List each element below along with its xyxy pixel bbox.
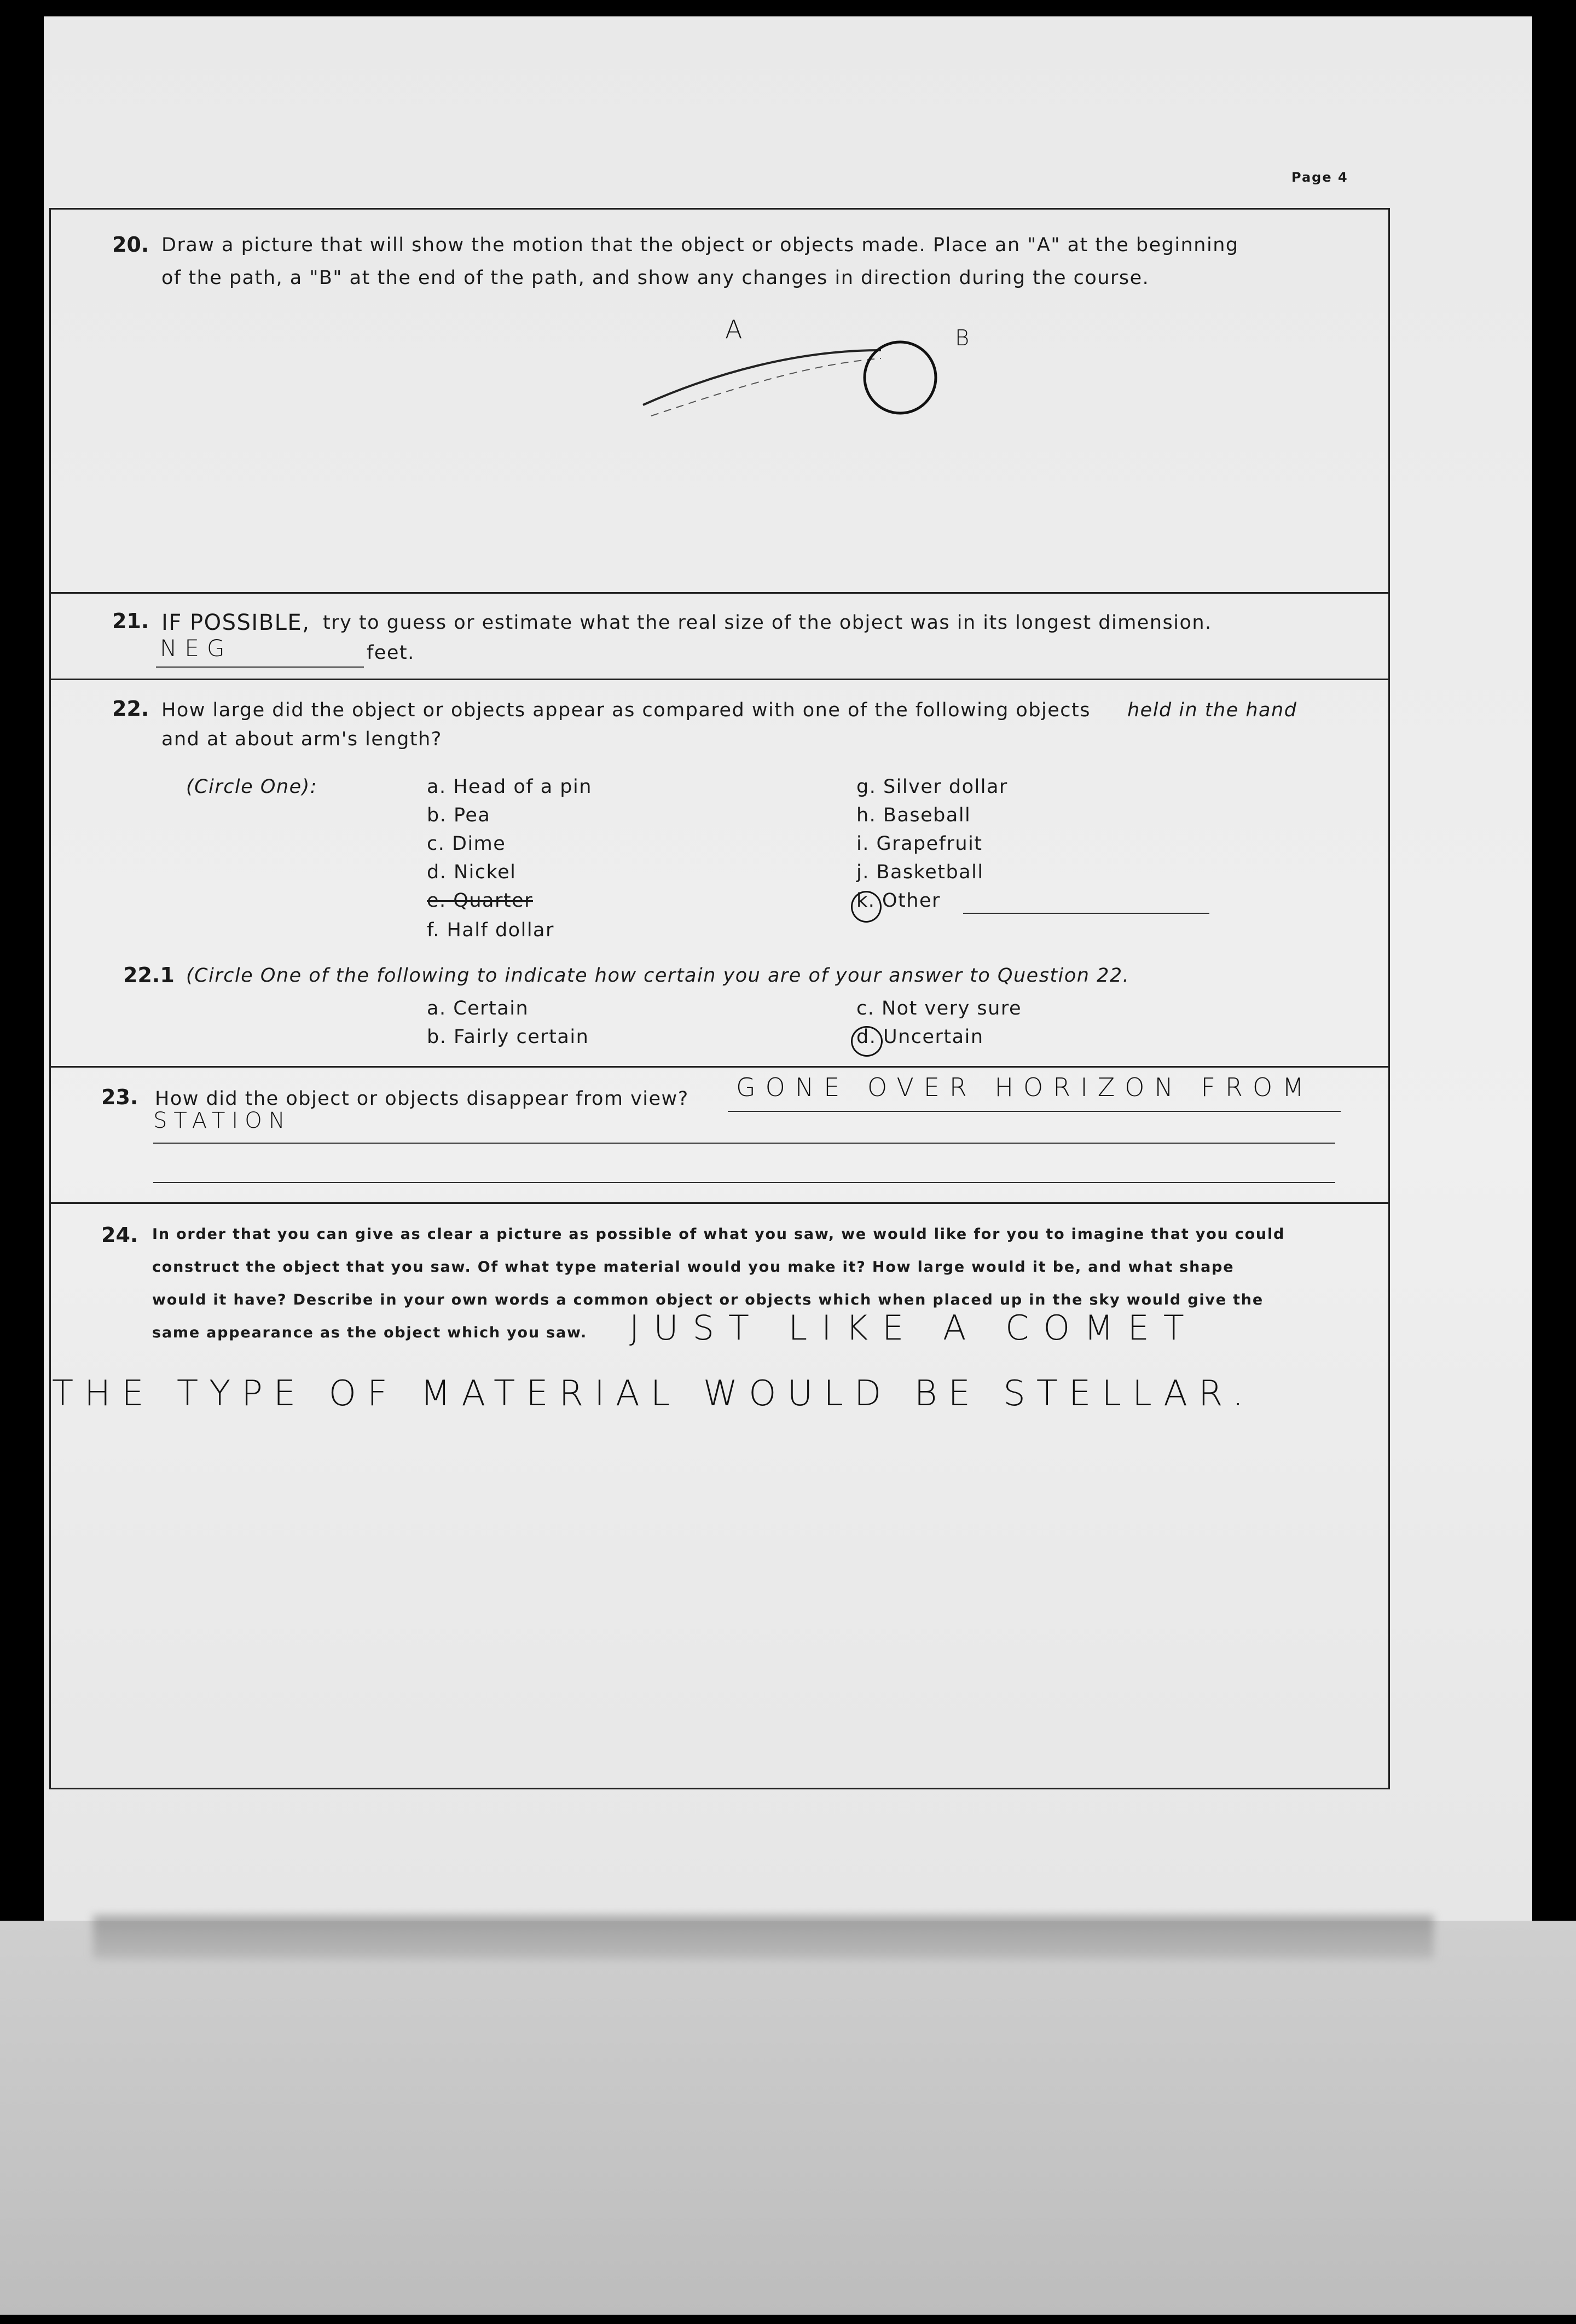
question-number: 23.	[101, 1085, 138, 1109]
answer-underline-1	[728, 1111, 1341, 1112]
handwritten-answer-line1: JUST LIKE A COMET	[629, 1308, 1198, 1348]
motion-sketch	[635, 312, 990, 438]
option-k[interactable]: k. Other	[856, 890, 941, 912]
option-d[interactable]: d. Nickel	[427, 861, 517, 883]
page-number: Page 4	[1291, 170, 1348, 185]
question-text: How did the object or objects disappear from view?	[155, 1088, 689, 1110]
divider	[49, 679, 1390, 680]
question-text-line1: Draw a picture that will show the motion that the object or objects made. Place an "A" at the beginning	[161, 234, 1239, 256]
question-text-line3: would it have? Describe in your own words a common object or objects which when placed up in the sky would give the	[152, 1291, 1264, 1308]
question-number: 22.	[112, 697, 149, 721]
scanner-background	[0, 1921, 1576, 2315]
question-text-line2: and at about arm's length?	[161, 728, 442, 750]
option-f[interactable]: f. Half dollar	[427, 919, 554, 941]
option-h[interactable]: h. Baseball	[856, 804, 971, 826]
option-b[interactable]: b. Pea	[427, 804, 491, 826]
page-shadow	[93, 1915, 1434, 1959]
answer-underline-2	[153, 1143, 1335, 1144]
other-underline	[963, 913, 1209, 914]
option-g[interactable]: g. Silver dollar	[856, 776, 1008, 798]
question-number: 21.	[112, 609, 149, 633]
question-text-prefix: IF POSSIBLE,	[161, 610, 310, 635]
divider	[49, 1202, 1390, 1204]
question-text-line2: of the path, a "B" at the end of the path, and show any changes in direction during the course.	[161, 267, 1150, 289]
option-e[interactable]: e. Quarter	[427, 890, 533, 912]
question-text: try to guess or estimate what the real size of the object was in its longest dimension.	[323, 612, 1212, 634]
option-c[interactable]: c. Not very sure	[856, 998, 1022, 1019]
question-number: 24.	[101, 1223, 138, 1247]
question-text-line1: How large did the object or objects appear as compared with one of the following objects	[161, 699, 1091, 721]
question-text-line1: In order that you can give as clear a picture as possible of what you saw, we would like for you to imagine that you could	[152, 1226, 1285, 1243]
answer-underline	[156, 667, 364, 668]
question-text: (Circle One of the following to indicate how certain you are of your answer to Question 22.	[186, 965, 1130, 987]
selected-circle-mark	[851, 1026, 883, 1057]
sketch-label-a: A	[725, 315, 743, 344]
option-d[interactable]: d. Uncertain	[856, 1026, 984, 1048]
handwritten-answer-line2: THE TYPE OF MATERIAL WOULD BE STELLAR.	[52, 1373, 1255, 1414]
sketch-label-b: B	[955, 326, 970, 351]
answer-underline-3	[153, 1182, 1335, 1183]
question-number: 20.	[112, 233, 149, 257]
option-j[interactable]: j. Basketball	[856, 861, 984, 883]
form-frame	[49, 208, 1390, 1789]
circle-one-label: (Circle One):	[186, 776, 318, 798]
option-a[interactable]: a. Certain	[427, 998, 529, 1019]
handwritten-answer-line2: STATION	[153, 1108, 292, 1133]
motion-path	[643, 350, 881, 405]
question-text-emphasis: held in the hand	[1127, 699, 1297, 721]
question-text-line2: construct the object that you saw. Of what type material would you make it? How large would it be, and what shape	[152, 1259, 1235, 1276]
handwritten-answer-line1: GONE OVER HORIZON FROM	[736, 1073, 1314, 1102]
divider	[49, 592, 1390, 594]
option-i[interactable]: i. Grapefruit	[856, 833, 983, 855]
question-text-line4: same appearance as the object which you saw.	[152, 1324, 588, 1341]
unit-label: feet.	[367, 642, 415, 664]
handwritten-answer-size: NEG	[160, 635, 233, 662]
object-circle	[865, 342, 936, 413]
option-a[interactable]: a. Head of a pin	[427, 776, 592, 798]
option-c[interactable]: c. Dime	[427, 833, 506, 855]
question-number: 22.1	[123, 963, 175, 987]
option-b[interactable]: b. Fairly certain	[427, 1026, 589, 1048]
divider	[49, 1066, 1390, 1068]
selected-circle-mark	[851, 891, 882, 923]
